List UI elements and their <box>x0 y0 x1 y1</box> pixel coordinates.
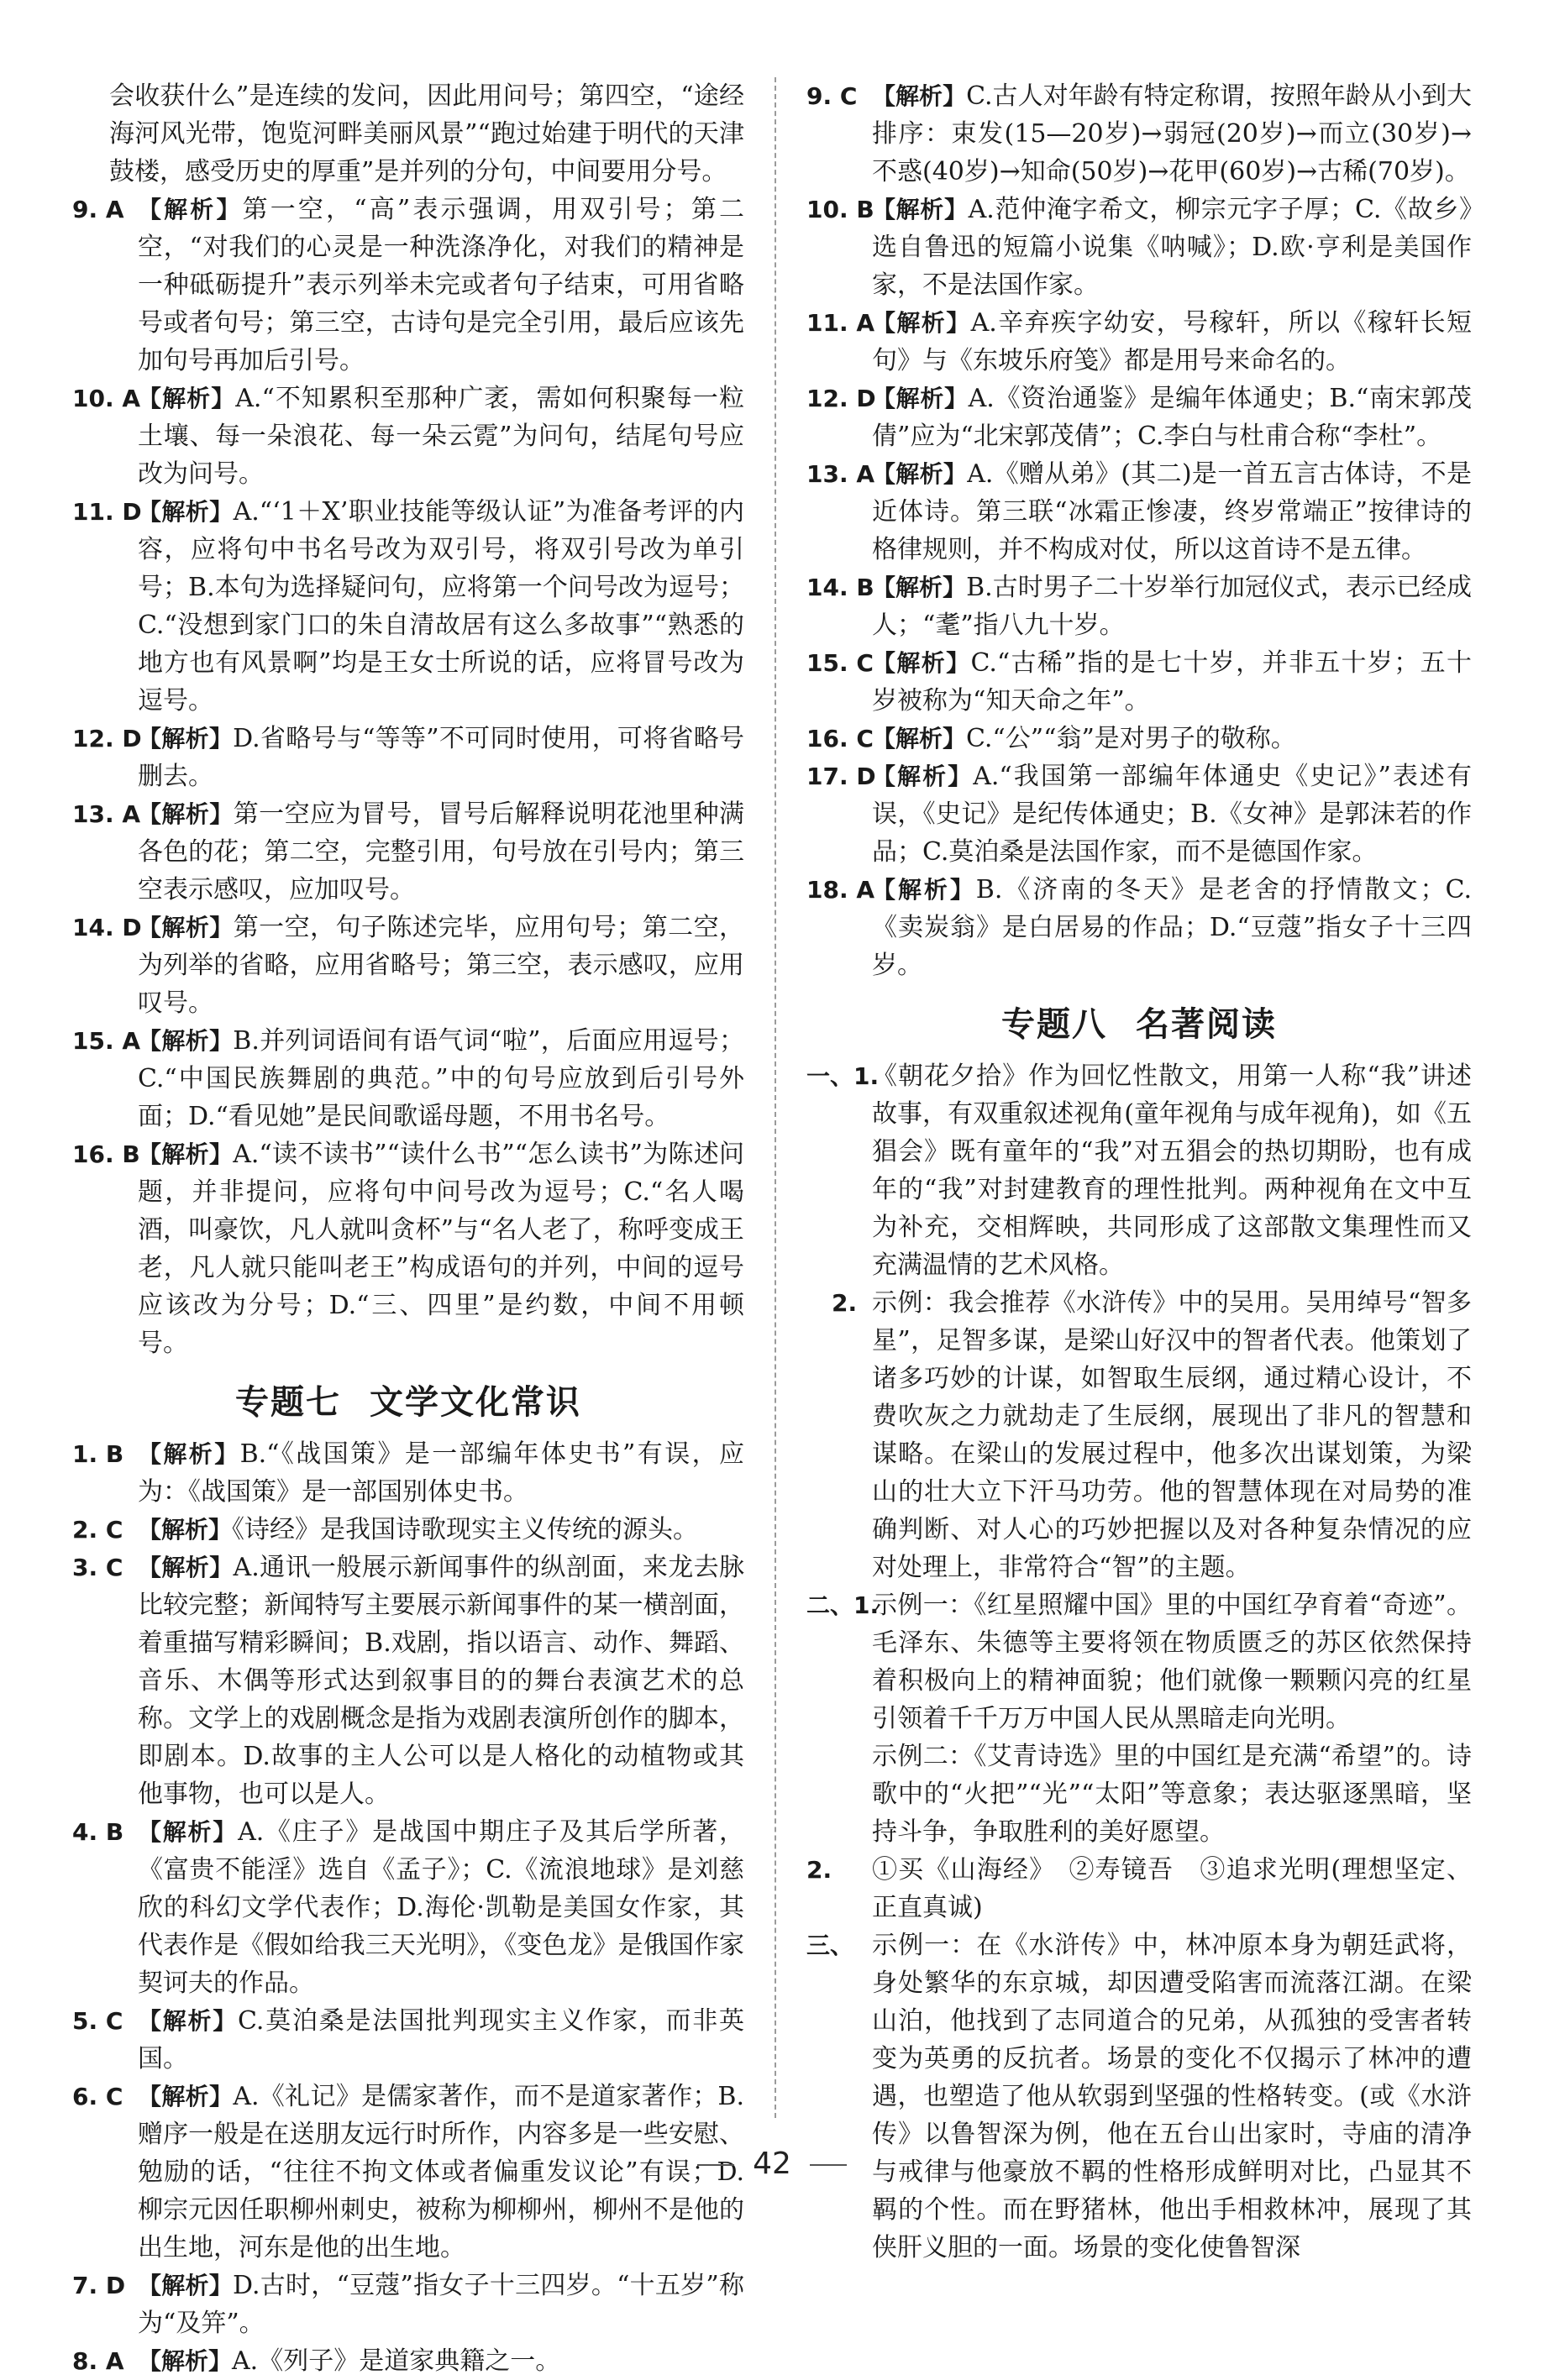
answer-number: 12. D <box>806 385 876 412</box>
answer-number: 8. A <box>72 2347 124 2375</box>
analysis-tag: 【解析】 <box>138 914 234 941</box>
answer-text: C.“公”“翁”是对男子的敬称。 <box>966 724 1296 753</box>
answer-text: D.古时，“豆蔻”指女子十三四岁。“十五岁”称为“及笄”。 <box>138 2271 744 2338</box>
heading-label: 专题七 <box>235 1383 341 1422</box>
answer-item <box>72 2267 744 2342</box>
answer-number: 14. D <box>72 914 142 941</box>
answer-item <box>72 2342 744 2380</box>
answer-text: A.辛弃疾字幼安，号稼轩，所以《稼轩长短句》与《东坡乐府笺》都是用号来命名的。 <box>872 308 1472 375</box>
analysis-tag: 【解析】 <box>138 2347 233 2375</box>
analysis-tag: 【解析】 <box>872 196 969 223</box>
analysis-tag: 【解析】 <box>872 876 976 904</box>
footer-dash-right <box>810 2164 847 2166</box>
answer-text: A.《列子》是道家典籍之一。 <box>232 2346 561 2376</box>
answer-text: 第一空应为冒号，冒号后解释说明花池里种满各色的花；第二空，完整引用，句号放在引号内；第三空表示感叹，应加叹号。 <box>138 799 744 904</box>
right-items-literature <box>806 77 1472 984</box>
analysis-tag: 【解析】 <box>138 1554 234 1581</box>
answer-item <box>72 1135 744 1362</box>
answer-item <box>72 1511 744 1549</box>
answer-text: 《诗经》是我国诗歌现实主义传统的源头。 <box>232 1515 699 1544</box>
heading-title: 名著阅读 <box>1136 1005 1277 1044</box>
answer-number: 10. B <box>806 196 874 223</box>
analysis-tag: 【解析】 <box>872 309 971 337</box>
footer-dash-left <box>697 2164 734 2166</box>
answer-number: 17. D <box>806 763 876 790</box>
answer-text: A.《资治通鉴》是编年体通史；B.“南宋郭茂倩”应为“北宋郭茂倩”；C.李白与杜甫合称“李杜”。 <box>872 384 1472 451</box>
analysis-tag: 【解析】 <box>138 1440 240 1468</box>
analysis-tag: 【解析】 <box>872 725 967 752</box>
answer-number: 16. B <box>72 1140 140 1168</box>
answer-text: A.《赠从弟》(其二)是一首五言古体诗，不是近体诗。第三联“冰霜正惨凄，终岁常端正”按律诗的格律规则，并不构成对仗，所以这首诗不是五律。 <box>872 459 1472 564</box>
answer-text: A.《庄子》是战国中期庄子及其后学所著，《富贵不能淫》选自《孟子》；C.《流浪地球》是刘慈欣的科幻文学代表作；D.海伦·凯勒是美国女作家，其代表作是《假如给我三天光明》，《变色龙》是俄国作家契诃夫的作品。 <box>138 1817 744 1998</box>
left-column <box>72 77 744 2380</box>
answer-item <box>806 720 1472 758</box>
answer-item <box>72 191 744 380</box>
answer-number: 4. B <box>72 1818 124 1846</box>
answer-item <box>72 795 744 909</box>
answer-number: 13. A <box>806 460 875 488</box>
section-2-q1: 二、1. 示例一：《红星照耀中国》里的中国红孕育着“奇迹”。毛泽东、朱德等主要将领在物质匮乏的苏区依然保持着积极向上的精神面貌；他们就像一颗颗闪亮的红星引领着千千万万中国人民从黑暗走向光明。 <box>806 1591 1472 1733</box>
answer-text: A.“‘1＋X’职业技能等级认证”为准备考评的内容，应将句中书名号改为双引号，将双引号改为单引号；B.本句为选择疑问句，应将第一个问号改为逗号；C.“没想到家门口的朱自清故居有这么多故事”“熟悉的地方也有风景啊”均是王女士所说的话，应将冒号改为逗号。 <box>138 497 744 716</box>
answer-item <box>72 720 744 795</box>
page-number: 42 <box>753 2147 791 2181</box>
analysis-tag: 【解析】 <box>138 196 243 223</box>
analysis-tag: 【解析】 <box>138 2272 233 2299</box>
answer-number: 1. B <box>72 1440 124 1468</box>
answer-number: 13. A <box>72 800 141 828</box>
answer-number: 7. D <box>72 2272 126 2299</box>
analysis-tag: 【解析】 <box>138 1516 233 1544</box>
answer-item <box>72 1813 744 2002</box>
section-2-q1-example2: 示例二：《艾青诗选》里的中国红是充满“希望”的。诗歌中的“火把”“光”“太阳”等意象；表达驱逐黑暗，坚持斗争，争取胜利的美好愿望。 <box>872 1742 1472 1847</box>
analysis-tag: 【解析】 <box>138 1818 239 1846</box>
section-3: 三、 示例一：在《水浒传》中，林冲原本身为朝廷武将，身处繁华的东京城，却因遭受陷害而流落江湖。在梁山泊，他找到了志同道合的兄弟，从孤独的受害者转变为英勇的反抗者。场景的变化不仅揭示了林冲的遭遇，也塑造了他从软弱到坚强的性格转变。(或《水浒传》以鲁智深为例，他在五台山出家时，寺庙的清净与戒律与他豪放不羁的性格形成鲜明对比，凸显其不羁的个性。而在野猪林，他出手相救林冲，展现了其侠肝义胆的一面。场景的变化使鲁智深 <box>806 1931 1472 2262</box>
answer-item <box>806 644 1472 720</box>
answer-text: A.“不知累积至那种广袤，需如何积聚每一粒土壤、每一朵浪花、每一朵云霓”为问句，结尾句号应改为问号。 <box>138 384 744 489</box>
answer-item <box>806 758 1472 871</box>
answer-item <box>72 2002 744 2078</box>
answer-number: 9. A <box>72 196 124 223</box>
page-footer <box>0 2147 1544 2181</box>
answer-text: B.古时男子二十岁举行加冠仪式，表示已经成人；“耄”指八九十岁。 <box>872 573 1472 640</box>
answer-number: 15. A <box>72 1027 141 1055</box>
answer-item <box>72 909 744 1022</box>
answer-text: B.“《战国策》是一部编年体史书”有误，应为：《战国策》是一部国别体史书。 <box>138 1439 744 1507</box>
analysis-tag: 【解析】 <box>872 574 967 601</box>
left-items-literature <box>72 1435 744 2380</box>
answer-text: B.《济南的冬天》是老舍的抒情散文；C.《卖炭翁》是白居易的作品；D.“豆蔻”指女子十三四岁。 <box>872 875 1472 980</box>
answer-item <box>72 1022 744 1135</box>
answer-item <box>806 77 1472 191</box>
answer-item <box>806 191 1472 304</box>
answer-text: D.省略号与“等等”不可同时使用，可将省略号删去。 <box>138 724 744 791</box>
answer-text: C.“古稀”指的是七十岁，并非五十岁；五十岁被称为“知天命之年”。 <box>872 648 1472 716</box>
answer-number: 15. C <box>806 649 874 677</box>
answer-number: 11. A <box>806 309 875 337</box>
answer-text: A.范仲淹字希文，柳宗元字子厚；C.《故乡》选自鲁迅的短篇小说集《呐喊》；D.欧·亨利是美国作家，不是法国作家。 <box>872 195 1472 300</box>
answer-number: 3. C <box>72 1554 123 1581</box>
answer-text: 第一空，“高”表示强调，用双引号；第二空，“对我们的心灵是一种洗涤净化，对我们的精神是一种砥砺提升”表示列举未完或者句子结束，可用省略号或者句号；第三空，古诗句是完全引用，最后应该先加句号再加后引号。 <box>138 195 744 375</box>
left-items-punctuation <box>72 191 744 1362</box>
answer-text: B.并列词语间有语气词“啦”，后面应用逗号；C.“中国民族舞剧的典范。”中的句号应放到后引号外面；D.“看见她”是民间歌谣母题，不用书名号。 <box>138 1026 744 1131</box>
answer-number: 5. C <box>72 2007 123 2035</box>
answer-number: 16. C <box>806 725 874 752</box>
answer-number: 11. D <box>72 498 142 526</box>
answer-item <box>806 380 1472 455</box>
answer-text: A.“我国第一部编年体通史《史记》”表述有误，《史记》是纪传体通史；B.《女神》是郭沫若的作品；C.莫泊桑是法国作家，而不是德国作家。 <box>872 762 1472 867</box>
analysis-tag: 【解析】 <box>872 763 974 790</box>
answer-text: A.《礼记》是儒家著作，而不是道家著作；B.赠序一般是在送朋友远行时所作，内容多是一些安慰、勉励的话，“往往不拘文体或者偏重发议论”有误；D.柳宗元因任职柳州刺史，被称为柳柳州，柳州不是他的出生地，河东是他的出生地。 <box>138 2082 744 2262</box>
analysis-tag: 【解析】 <box>872 385 969 412</box>
analysis-tag: 【解析】 <box>138 1140 234 1168</box>
analysis-tag: 【解析】 <box>138 725 234 752</box>
answer-text: A.通讯一般展示新闻事件的纵剖面，来龙去脉比较完整；新闻特写主要展示新闻事件的某一横剖面，着重描写精彩瞬间；B.戏剧，指以语言、动作、舞蹈、音乐、木偶等形式达到叙事目的的舞台表演艺术的总称。文学上的戏剧概念是指为戏剧表演所创作的脚本，即剧本。D.故事的主人公可以是人格化的动植物或其他事物，也可以是人。 <box>138 1553 744 1809</box>
analysis-tag: 【解析】 <box>872 460 968 488</box>
heading-label: 专题八 <box>1001 1005 1107 1044</box>
section-1-q2: 2. 示例：我会推荐《水浒传》中的吴用。吴用绰号“智多星”，足智多谋，是梁山好汉中的智者代表。他策划了诸多巧妙的计谋，如智取生辰纲，通过精心设计，不费吹灰之力就劫走了生辰纲，展现出了非凡的智慧和谋略。在梁山的发展过程中，他多次出谋划策，为梁山的壮大立下汗马功劳。他的智慧体现在对局势的准确判断、对人心的巧妙把握以及对各种复杂情况的应对处理上，非常符合“智”的主题。 <box>832 1288 1472 1582</box>
answer-number: 6. C <box>72 2083 123 2110</box>
answer-item <box>806 455 1472 569</box>
analysis-tag: 【解析】 <box>138 385 236 412</box>
section-heading-7 <box>72 1376 744 1423</box>
intro-continuation: 会收获什么”是连续的发问，因此用问号；第四空，“途经海河风光带，饱览河畔美丽风景”“跑过始建于明代的天津鼓楼，感受历史的厚重”是并列的分句，中间要用分号。 <box>109 81 744 186</box>
analysis-tag: 【解析】 <box>138 1027 234 1055</box>
column-divider <box>775 77 776 2118</box>
analysis-tag: 【解析】 <box>138 800 234 828</box>
right-column <box>806 77 1472 2267</box>
answer-number: 14. B <box>806 574 874 601</box>
analysis-tag: 【解析】 <box>872 82 967 110</box>
answer-number: 18. A <box>806 876 875 904</box>
analysis-tag: 【解析】 <box>138 498 234 526</box>
analysis-tag: 【解析】 <box>138 2007 239 2035</box>
answer-text: A.“读不读书”“读什么书”“怎么读书”为陈述问题，并非提问，应将句中问号改为逗号；C.“名人喝酒，叫豪饮，凡人就叫贪杯”与“名人老了，称呼变成王老，凡人就只能叫老王”构成语句的并列，中间的逗号应该改为分号；D.“三、四里”是约数，中间不用顿号。 <box>138 1140 744 1358</box>
section-2-q2: 2. ①买《山海经》 ②寿镜吾 ③追求光明(理想坚定、正直真诚) <box>806 1855 1472 1922</box>
answer-item <box>806 304 1472 380</box>
section-1-q1: 一、1. 《朝花夕拾》作为回忆性散文，用第一人称“我”讲述故事，有双重叙述视角(童年视角与成年视角)，如《五猖会》既有童年的“我”对五猖会的热切期盼，也有成年的“我”对封建教育的理性批判。两种视角在文中互为补充，交相辉映，共同形成了这部散文集理性而又充满温情的艺术风格。 <box>806 1062 1472 1280</box>
answer-item <box>72 1549 744 1813</box>
analysis-tag: 【解析】 <box>872 649 971 677</box>
answer-item <box>806 871 1472 984</box>
answer-item <box>72 1435 744 1511</box>
answer-text: C.莫泊桑是法国批判现实主义作家，而非英国。 <box>138 2006 744 2073</box>
heading-title: 文学文化常识 <box>370 1383 581 1422</box>
answer-number: 12. D <box>72 725 142 752</box>
answer-text: C.古人对年龄有特定称谓，按照年龄从小到大排序：束发(15—20岁)→弱冠(20岁)→而立(30岁)→不惑(40岁)→知命(50岁)→花甲(60岁)→古稀(70岁)。 <box>872 81 1472 186</box>
answer-item <box>72 493 744 720</box>
answer-item <box>806 569 1472 644</box>
analysis-tag: 【解析】 <box>138 2083 234 2110</box>
section-heading-8 <box>806 998 1472 1046</box>
answer-item <box>72 380 744 493</box>
answer-number: 10. A <box>72 385 141 412</box>
answer-number: 2. C <box>72 1516 123 1544</box>
answer-number: 9. C <box>806 82 858 110</box>
answer-text: 第一空，句子陈述完毕，应用句号；第二空，为列举的省略，应用省略号；第三空，表示感叹，应用叹号。 <box>138 913 744 1018</box>
